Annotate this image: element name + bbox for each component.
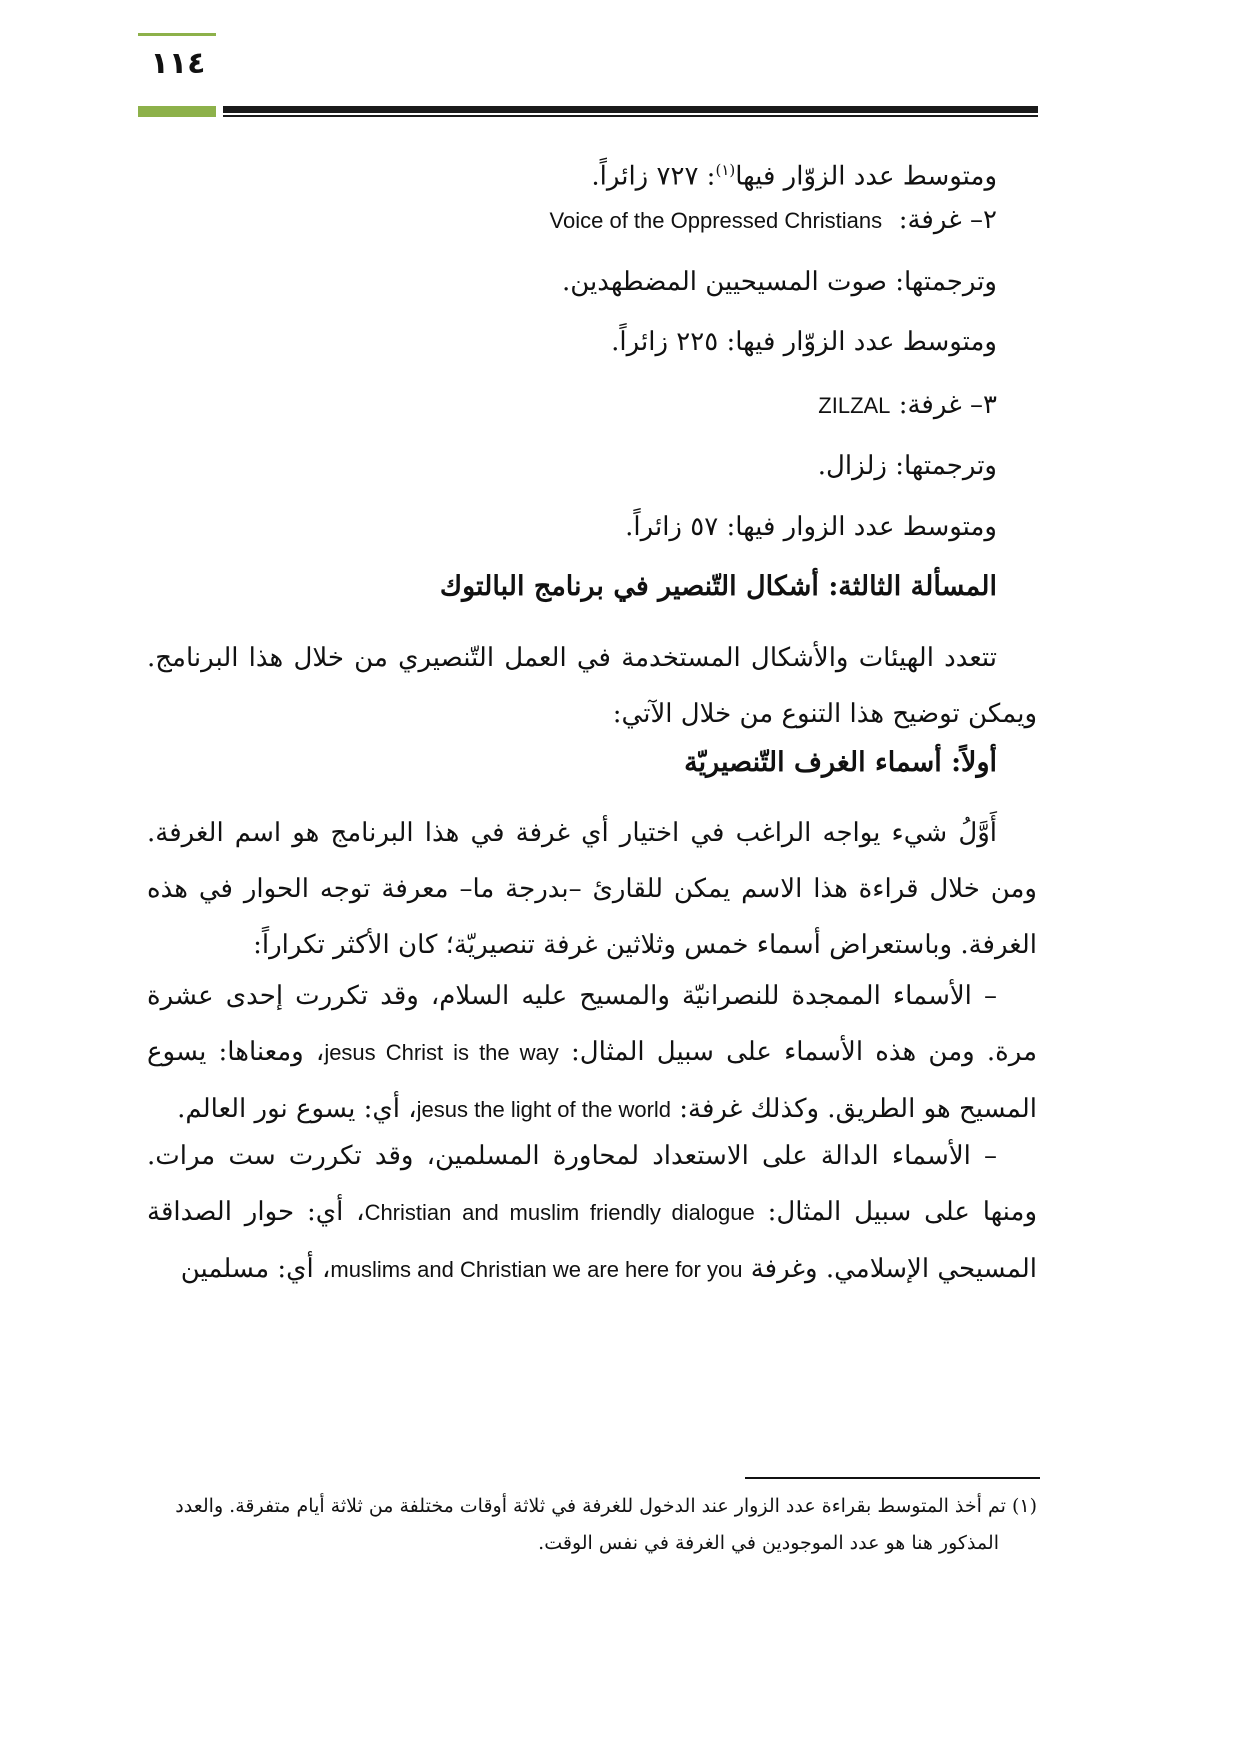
section-heading: المسألة الثالثة: أشكال التّنصير في برنامج البالتوك bbox=[439, 571, 997, 602]
footnote bbox=[147, 1488, 1037, 1562]
paragraph-2-text: أَوَّلُ شيء يواجه الراغب في اختيار أي غرفة في هذا البرنامج هو اسم الغرفة. ومن خلال قراءة هذا الاسم يمكن للقارئ –بدرجة ما– معرفة توجه الحوار في هذه الغرفة. وباستعراض أسماء خمس وثلاثين غرفة تنصيريّة؛ كان الأكثر تكراراً: bbox=[147, 818, 1037, 960]
body-line-1 bbox=[591, 150, 997, 197]
header-accent-line bbox=[138, 33, 216, 36]
body-line-6: وترجمتها: زلزال. bbox=[817, 451, 997, 481]
paragraph-2 bbox=[147, 805, 1037, 973]
body-line-5 bbox=[818, 385, 997, 426]
paragraph-4-text-a: – الأسماء الدالة على الاستعداد لمحاورة المسلمين، وقد تكررت ست مرات. ومنها على سبيل المثال: bbox=[147, 1141, 1038, 1227]
footnote-separator bbox=[745, 1477, 1040, 1479]
body-line-3: وترجمتها: صوت المسيحيين المضطهدين. bbox=[562, 267, 997, 297]
paragraph-3-text-a: – الأسماء الممجدة للنصرانيّة والمسيح عليه السلام، وقد تكررت إحدى عشرة مرة. ومن هذه الأسماء على سبيل المثال: bbox=[147, 981, 1038, 1067]
paragraph-3-text-b: ، ومعناها: يسوع المسيح هو الطريق. وكذلك غرفة: bbox=[147, 1037, 1037, 1124]
room-name-here-for-you: muslims and Christian we are here for you bbox=[330, 1257, 743, 1282]
paragraph-4 bbox=[147, 1128, 1037, 1298]
room-label-3: ٣– غرفة: bbox=[898, 390, 997, 420]
room-label-2: ٢– غرفة: bbox=[898, 205, 997, 235]
page-number: ١١٤ bbox=[150, 46, 206, 81]
room-name-jesus-light: jesus the light of the world bbox=[416, 1097, 672, 1122]
paragraph-1-text: تتعدد الهيئات والأشكال المستخدمة في العمل التّنصيري من خلال هذا البرنامج. ويمكن توضيح هذا التنوع من خلال الآتي: bbox=[147, 643, 1037, 729]
line1-end: : ٧٢٧ زائراً. bbox=[591, 161, 716, 192]
header-rule-thin bbox=[223, 115, 1038, 117]
footnote-line-2: المذكور هنا هو عدد الموجودين في الغرفة في نفس الوقت. bbox=[538, 1532, 999, 1554]
subsection-heading: أولاً: أسماء الغرف التّنصيريّة bbox=[684, 747, 997, 778]
body-line-4: ومتوسط عدد الزوّار فيها: ٢٢٥ زائراً. bbox=[611, 327, 997, 357]
paragraph-4-text-c: ، أي: مسلمين bbox=[180, 1254, 331, 1284]
line1-text: ومتوسط عدد الزوّار فيها bbox=[735, 161, 997, 192]
paragraph-1 bbox=[147, 630, 1037, 742]
paragraph-3-text-c: ، أي: يسوع نور العالم. bbox=[177, 1094, 417, 1124]
body-line-2 bbox=[550, 200, 997, 241]
room-name-3: ZILZAL bbox=[818, 393, 891, 418]
paragraph-4-text-b: ، أي: حوار الصداقة المسيحي الإسلامي. وغرفة bbox=[147, 1197, 1037, 1284]
room-name-friendly-dialogue: Christian and muslim friendly dialogue bbox=[364, 1200, 755, 1225]
footnote-line-1: (١) تم أخذ المتوسط بقراءة عدد الزوار عند الدخول للغرفة في ثلاثة أوقات مختلفة من ثلاثة أيام متفرقة. والعدد bbox=[175, 1495, 1037, 1517]
body-line-7: ومتوسط عدد الزوار فيها: ٥٧ زائراً. bbox=[625, 512, 997, 542]
header-rule bbox=[223, 106, 1038, 113]
footnote-ref[interactable]: (١) bbox=[715, 161, 736, 179]
paragraph-3 bbox=[147, 968, 1037, 1138]
room-name-2: Voice of the Oppressed Christians bbox=[549, 208, 883, 233]
room-name-jesus-way: jesus Christ is the way bbox=[324, 1040, 559, 1065]
header-accent-bar bbox=[138, 106, 216, 117]
